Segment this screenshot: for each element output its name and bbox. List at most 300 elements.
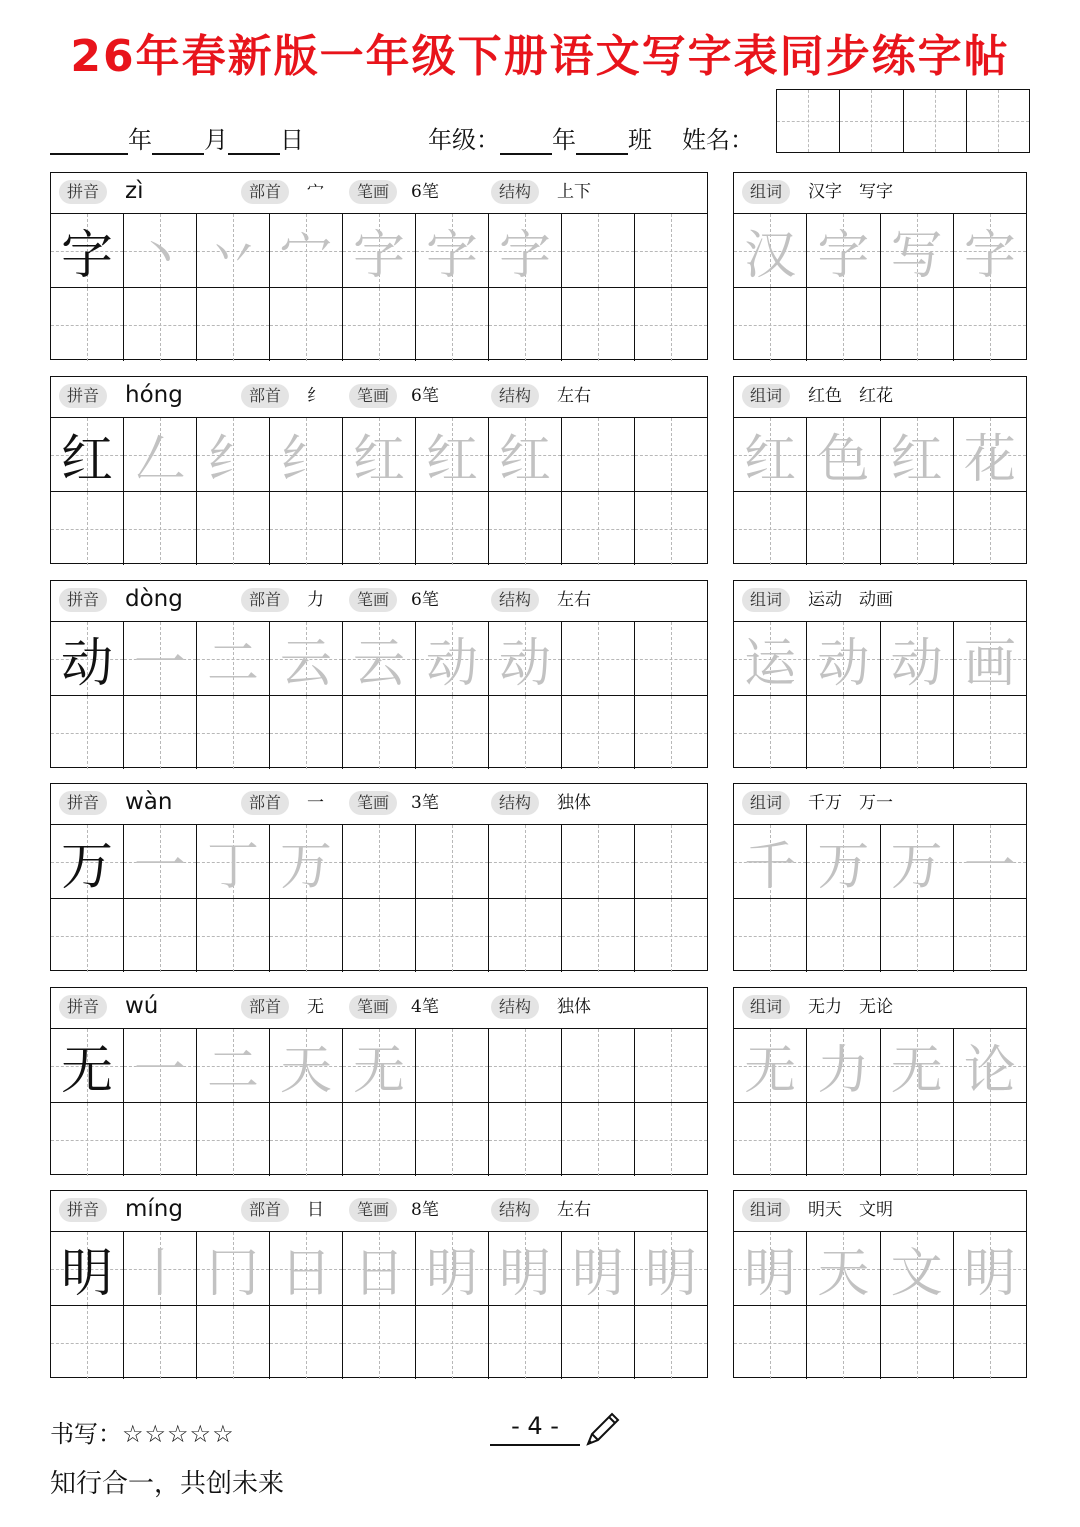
writing-cell[interactable] — [270, 622, 343, 695]
structure-tag: 结构 — [491, 1198, 539, 1222]
writing-cell[interactable] — [635, 288, 707, 361]
practice-block — [50, 1190, 1028, 1380]
word-trace-character: 字 — [817, 226, 870, 286]
grade-year-blank[interactable] — [500, 131, 552, 155]
writing-cell[interactable] — [51, 622, 124, 695]
writing-cell[interactable] — [734, 492, 807, 565]
writing-cell[interactable] — [489, 214, 562, 287]
practice-block — [50, 987, 1028, 1177]
strokes-value: 8笔 — [411, 1200, 439, 1220]
model-character: 万 — [60, 837, 113, 897]
writing-cell[interactable] — [416, 899, 489, 972]
stroke-order-trace: 丶 — [133, 226, 186, 286]
writing-cell[interactable] — [124, 288, 197, 361]
writing-cell[interactable] — [807, 696, 880, 769]
tracing-row — [51, 825, 707, 898]
writing-cell[interactable] — [734, 696, 807, 769]
structure-tag: 结构 — [491, 995, 539, 1019]
stroke-order-trace: 日 — [279, 1244, 332, 1304]
writing-row — [51, 491, 707, 565]
writing-cell[interactable] — [881, 214, 954, 287]
writing-cell[interactable] — [635, 622, 707, 695]
word-trace-character: 万 — [817, 837, 870, 897]
writing-cell[interactable] — [343, 214, 416, 287]
character-info-header — [51, 377, 707, 418]
writing-cell[interactable] — [343, 1029, 416, 1102]
writing-cell[interactable] — [270, 214, 343, 287]
writing-cell[interactable] — [881, 288, 954, 361]
writing-cell[interactable] — [807, 899, 880, 972]
stroke-order-trace: 丷 — [206, 226, 259, 286]
words-value: 汉字 写字 — [808, 182, 893, 202]
writing-cell[interactable] — [416, 1232, 489, 1305]
model-character: 明 — [60, 1244, 113, 1304]
writing-cell[interactable] — [343, 1103, 416, 1176]
writing-cell[interactable] — [416, 492, 489, 565]
page-title: 26年春新版一年级下册语文写字表同步练字帖 — [70, 31, 1010, 82]
pinyin-value: wú — [125, 993, 159, 1019]
writing-cell[interactable] — [807, 418, 880, 491]
writing-cell[interactable] — [51, 214, 124, 287]
month-blank[interactable] — [152, 131, 204, 155]
writing-cell[interactable] — [635, 696, 707, 769]
name-cell[interactable] — [904, 90, 967, 152]
writing-cell[interactable] — [343, 492, 416, 565]
word-header — [734, 581, 1026, 622]
writing-cell[interactable] — [562, 1029, 635, 1102]
writing-cell[interactable] — [489, 1306, 562, 1379]
word-practice-box — [733, 987, 1027, 1175]
radical-value: 力 — [307, 590, 324, 610]
rating-stars[interactable]: ☆☆☆☆☆ — [122, 1420, 235, 1448]
writing-cell[interactable] — [416, 696, 489, 769]
date-line — [50, 120, 304, 155]
writing-cell[interactable] — [635, 492, 707, 565]
writing-cell[interactable] — [734, 899, 807, 972]
grade-year-label: 年 — [552, 126, 576, 154]
writing-cell[interactable] — [270, 696, 343, 769]
writing-cell[interactable] — [807, 622, 880, 695]
stroke-order-trace: 纟 — [206, 430, 259, 490]
writing-cell[interactable] — [954, 288, 1026, 361]
writing-cell[interactable] — [51, 1029, 124, 1102]
word-header — [734, 784, 1026, 825]
structure-tag: 结构 — [491, 588, 539, 612]
writing-cell[interactable] — [881, 492, 954, 565]
writing-cell[interactable] — [489, 1232, 562, 1305]
radical-tag: 部首 — [241, 1198, 289, 1222]
word-trace-character: 明 — [963, 1244, 1016, 1304]
writing-cell[interactable] — [270, 1306, 343, 1379]
writing-cell[interactable] — [124, 899, 197, 972]
character-info-header — [51, 173, 707, 214]
stroke-order-trace: 云 — [352, 634, 405, 694]
writing-cell[interactable] — [416, 1103, 489, 1176]
writing-cell[interactable] — [124, 418, 197, 491]
writing-cell[interactable] — [807, 492, 880, 565]
writing-cell[interactable] — [881, 622, 954, 695]
stroke-order-trace: 丨 — [133, 1244, 186, 1304]
writing-cell[interactable] — [416, 1029, 489, 1102]
writing-cell[interactable] — [881, 1306, 954, 1379]
writing-cell[interactable] — [734, 825, 807, 898]
writing-cell[interactable] — [51, 288, 124, 361]
writing-cell[interactable] — [635, 1306, 707, 1379]
practice-block — [50, 580, 1028, 770]
words-value: 明天 文明 — [808, 1200, 893, 1220]
words-tag: 组词 — [742, 588, 790, 612]
writing-cell[interactable] — [881, 899, 954, 972]
writing-cell[interactable] — [734, 288, 807, 361]
stroke-order-trace: 明 — [644, 1244, 697, 1304]
words-tag: 组词 — [742, 1198, 790, 1222]
word-trace-character: 红 — [744, 430, 797, 490]
word-writing-row — [734, 287, 1026, 361]
writing-cell[interactable] — [489, 696, 562, 769]
writing-cell[interactable] — [270, 492, 343, 565]
writing-cell[interactable] — [124, 1029, 197, 1102]
pinyin-tag: 拼音 — [59, 180, 107, 204]
writing-cell[interactable] — [734, 1232, 807, 1305]
writing-cell[interactable] — [954, 899, 1026, 972]
tracing-row — [51, 1232, 707, 1305]
stroke-order-trace: 纟 — [279, 430, 332, 490]
grade-line — [428, 120, 754, 155]
name-label: 姓名： — [682, 126, 754, 154]
writing-cell[interactable] — [635, 1103, 707, 1176]
words-tag: 组词 — [742, 384, 790, 408]
word-trace-character: 力 — [817, 1041, 870, 1101]
writing-cell[interactable] — [562, 696, 635, 769]
writing-cell[interactable] — [416, 214, 489, 287]
stroke-order-trace: 无 — [352, 1041, 405, 1101]
word-trace-character: 千 — [744, 837, 797, 897]
word-trace-character: 写 — [890, 226, 943, 286]
writing-cell[interactable] — [807, 1029, 880, 1102]
word-trace-character: 红 — [890, 430, 943, 490]
writing-cell[interactable] — [51, 492, 124, 565]
writing-cell[interactable] — [343, 696, 416, 769]
writing-cell[interactable] — [635, 1232, 707, 1305]
writing-cell[interactable] — [124, 1103, 197, 1176]
model-character: 字 — [60, 226, 113, 286]
name-cell[interactable] — [967, 90, 1029, 152]
stroke-order-trace: 红 — [498, 430, 551, 490]
writing-cell[interactable] — [562, 1232, 635, 1305]
writing-cell[interactable] — [416, 288, 489, 361]
writing-cell[interactable] — [343, 418, 416, 491]
writing-cell[interactable] — [51, 899, 124, 972]
writing-cell[interactable] — [197, 622, 270, 695]
character-info-header — [51, 1191, 707, 1232]
strokes-value: 4笔 — [411, 997, 439, 1017]
word-header — [734, 988, 1026, 1029]
writing-cell[interactable] — [197, 1232, 270, 1305]
words-value: 千万 万一 — [808, 793, 893, 813]
writing-cell[interactable] — [635, 825, 707, 898]
writing-cell[interactable] — [270, 899, 343, 972]
character-practice-box — [50, 783, 708, 971]
structure-tag: 结构 — [491, 384, 539, 408]
writing-cell[interactable] — [881, 825, 954, 898]
writing-cell[interactable] — [51, 825, 124, 898]
writing-cell[interactable] — [197, 825, 270, 898]
writing-cell[interactable] — [270, 418, 343, 491]
practice-block — [50, 376, 1028, 566]
writing-cell[interactable] — [734, 622, 807, 695]
stroke-order-trace: 明 — [571, 1244, 624, 1304]
pinyin-tag: 拼音 — [59, 791, 107, 815]
writing-cell[interactable] — [734, 1306, 807, 1379]
writing-cell[interactable] — [270, 1103, 343, 1176]
word-header — [734, 173, 1026, 214]
writing-cell[interactable] — [954, 825, 1026, 898]
stroke-order-trace: 动 — [498, 634, 551, 694]
word-writing-row — [734, 695, 1026, 769]
writing-cell[interactable] — [343, 1306, 416, 1379]
stroke-order-trace: 动 — [425, 634, 478, 694]
stroke-order-trace: 𠃋 — [133, 430, 186, 490]
practice-block — [50, 783, 1028, 973]
writing-cell[interactable] — [51, 1306, 124, 1379]
writing-cell[interactable] — [197, 899, 270, 972]
writing-cell[interactable] — [954, 1306, 1026, 1379]
writing-cell[interactable] — [807, 825, 880, 898]
year-blank[interactable] — [50, 131, 128, 155]
words-tag: 组词 — [742, 180, 790, 204]
writing-cell[interactable] — [562, 899, 635, 972]
pinyin-value: dòng — [125, 586, 183, 612]
writing-cell[interactable] — [197, 418, 270, 491]
stroke-order-trace: 丁 — [206, 837, 259, 897]
writing-cell[interactable] — [124, 492, 197, 565]
writing-cell[interactable] — [954, 418, 1026, 491]
strokes-tag: 笔画 — [349, 995, 397, 1019]
write-label: 书写： — [50, 1420, 122, 1448]
word-trace-character: 花 — [963, 430, 1016, 490]
writing-cell[interactable] — [881, 1029, 954, 1102]
writing-cell[interactable] — [51, 1103, 124, 1176]
writing-cell[interactable] — [197, 1103, 270, 1176]
writing-cell[interactable] — [562, 825, 635, 898]
word-trace-character: 万 — [890, 837, 943, 897]
word-trace-character: 论 — [963, 1041, 1016, 1101]
writing-cell[interactable] — [881, 1103, 954, 1176]
words-value: 运动 动画 — [808, 590, 893, 610]
name-cell[interactable] — [777, 90, 840, 152]
radical-value: 纟 — [307, 386, 324, 406]
writing-cell[interactable] — [197, 492, 270, 565]
word-trace-character: 明 — [744, 1244, 797, 1304]
class-blank[interactable] — [576, 131, 628, 155]
writing-cell[interactable] — [343, 622, 416, 695]
character-info-header — [51, 784, 707, 825]
writing-cell[interactable] — [51, 696, 124, 769]
writing-cell[interactable] — [562, 492, 635, 565]
radical-tag: 部首 — [241, 588, 289, 612]
strokes-value: 6笔 — [411, 590, 439, 610]
writing-cell[interactable] — [416, 825, 489, 898]
words-value: 无力 无论 — [808, 997, 893, 1017]
writing-cell[interactable] — [807, 1103, 880, 1176]
word-writing-row — [734, 898, 1026, 972]
writing-cell[interactable] — [489, 622, 562, 695]
structure-tag: 结构 — [491, 791, 539, 815]
writing-cell[interactable] — [124, 696, 197, 769]
stroke-order-trace: 明 — [498, 1244, 551, 1304]
writing-cell[interactable] — [124, 622, 197, 695]
structure-value: 左右 — [557, 590, 591, 610]
writing-cell[interactable] — [270, 288, 343, 361]
word-trace-character: 一 — [963, 837, 1016, 897]
writing-cell[interactable] — [197, 1306, 270, 1379]
words-value: 红色 红花 — [808, 386, 893, 406]
writing-rating — [50, 1414, 235, 1449]
writing-cell[interactable] — [734, 1029, 807, 1102]
writing-cell[interactable] — [270, 1029, 343, 1102]
class-label: 班 — [628, 126, 652, 154]
writing-cell[interactable] — [954, 1232, 1026, 1305]
tracing-row — [51, 214, 707, 287]
writing-cell[interactable] — [197, 696, 270, 769]
writing-cell[interactable] — [734, 1103, 807, 1176]
writing-cell[interactable] — [197, 214, 270, 287]
strokes-tag: 笔画 — [349, 791, 397, 815]
tracing-row — [51, 418, 707, 491]
word-practice-box — [733, 172, 1027, 360]
strokes-tag: 笔画 — [349, 180, 397, 204]
writing-cell[interactable] — [416, 622, 489, 695]
writing-cell[interactable] — [954, 492, 1026, 565]
writing-cell[interactable] — [51, 418, 124, 491]
writing-row — [51, 1305, 707, 1379]
writing-row — [51, 287, 707, 361]
writing-cell[interactable] — [124, 1232, 197, 1305]
motto: 知行合一，共创未来 — [50, 1469, 285, 1499]
writing-cell[interactable] — [881, 696, 954, 769]
writing-cell[interactable] — [270, 825, 343, 898]
word-trace-character: 天 — [817, 1244, 870, 1304]
writing-cell[interactable] — [562, 622, 635, 695]
character-practice-box — [50, 1190, 708, 1378]
writing-cell[interactable] — [489, 492, 562, 565]
writing-cell[interactable] — [270, 1232, 343, 1305]
pinyin-tag: 拼音 — [59, 384, 107, 408]
writing-cell[interactable] — [489, 1029, 562, 1102]
writing-cell[interactable] — [954, 214, 1026, 287]
writing-cell[interactable] — [807, 1232, 880, 1305]
radical-value: 宀 — [307, 182, 324, 202]
writing-cell[interactable] — [635, 214, 707, 287]
stroke-order-trace: 日 — [352, 1244, 405, 1304]
structure-value: 上下 — [557, 182, 591, 202]
writing-cell[interactable] — [807, 288, 880, 361]
writing-cell[interactable] — [489, 825, 562, 898]
writing-cell[interactable] — [881, 418, 954, 491]
writing-cell[interactable] — [489, 899, 562, 972]
writing-cell[interactable] — [489, 288, 562, 361]
word-trace-character: 汉 — [744, 226, 797, 286]
writing-cell[interactable] — [562, 288, 635, 361]
writing-cell[interactable] — [197, 1029, 270, 1102]
character-practice-box — [50, 172, 708, 360]
word-writing-row — [734, 1102, 1026, 1176]
writing-cell[interactable] — [635, 899, 707, 972]
word-tracing-row — [734, 1232, 1026, 1305]
writing-cell[interactable] — [416, 418, 489, 491]
name-box[interactable] — [776, 89, 1030, 153]
day-blank[interactable] — [228, 131, 280, 155]
writing-cell[interactable] — [416, 1306, 489, 1379]
writing-cell[interactable] — [343, 899, 416, 972]
writing-cell[interactable] — [197, 288, 270, 361]
pinyin-tag: 拼音 — [59, 1198, 107, 1222]
writing-cell[interactable] — [562, 418, 635, 491]
writing-cell[interactable] — [124, 214, 197, 287]
model-character: 动 — [60, 634, 113, 694]
writing-cell[interactable] — [881, 1232, 954, 1305]
writing-cell[interactable] — [954, 1103, 1026, 1176]
practice-block — [50, 172, 1028, 362]
writing-cell[interactable] — [343, 1232, 416, 1305]
writing-cell[interactable] — [807, 214, 880, 287]
stroke-order-trace: 万 — [279, 837, 332, 897]
writing-cell[interactable] — [51, 1232, 124, 1305]
word-practice-box — [733, 376, 1027, 564]
stroke-order-trace: 云 — [279, 634, 332, 694]
writing-cell[interactable] — [489, 418, 562, 491]
writing-cell[interactable] — [124, 1306, 197, 1379]
day-label: 日 — [280, 126, 304, 154]
writing-cell[interactable] — [343, 288, 416, 361]
radical-value: 日 — [307, 1200, 324, 1220]
writing-row — [51, 898, 707, 972]
stroke-order-trace: 二 — [206, 1041, 259, 1101]
writing-cell[interactable] — [562, 214, 635, 287]
writing-cell[interactable] — [807, 1306, 880, 1379]
writing-cell[interactable] — [954, 1029, 1026, 1102]
writing-cell[interactable] — [734, 418, 807, 491]
stroke-order-trace: 字 — [498, 226, 551, 286]
writing-cell[interactable] — [734, 214, 807, 287]
writing-cell[interactable] — [635, 1029, 707, 1102]
writing-row — [51, 1102, 707, 1176]
word-trace-character: 文 — [890, 1244, 943, 1304]
word-practice-box — [733, 580, 1027, 768]
word-trace-character: 画 — [963, 634, 1016, 694]
writing-row — [51, 695, 707, 769]
writing-cell[interactable] — [562, 1103, 635, 1176]
writing-cell[interactable] — [124, 825, 197, 898]
writing-cell[interactable] — [489, 1103, 562, 1176]
writing-cell[interactable] — [562, 1306, 635, 1379]
name-cell[interactable] — [840, 90, 903, 152]
word-practice-box — [733, 783, 1027, 971]
strokes-tag: 笔画 — [349, 588, 397, 612]
model-character: 红 — [60, 430, 113, 490]
writing-cell[interactable] — [343, 825, 416, 898]
word-trace-character: 动 — [817, 634, 870, 694]
stroke-order-trace: 字 — [352, 226, 405, 286]
writing-cell[interactable] — [635, 418, 707, 491]
writing-cell[interactable] — [954, 622, 1026, 695]
character-info-header — [51, 581, 707, 622]
tracing-row — [51, 1029, 707, 1102]
stroke-order-trace: 明 — [425, 1244, 478, 1304]
stroke-order-trace: 一 — [133, 634, 186, 694]
radical-value: 无 — [307, 997, 324, 1017]
writing-cell[interactable] — [954, 696, 1026, 769]
